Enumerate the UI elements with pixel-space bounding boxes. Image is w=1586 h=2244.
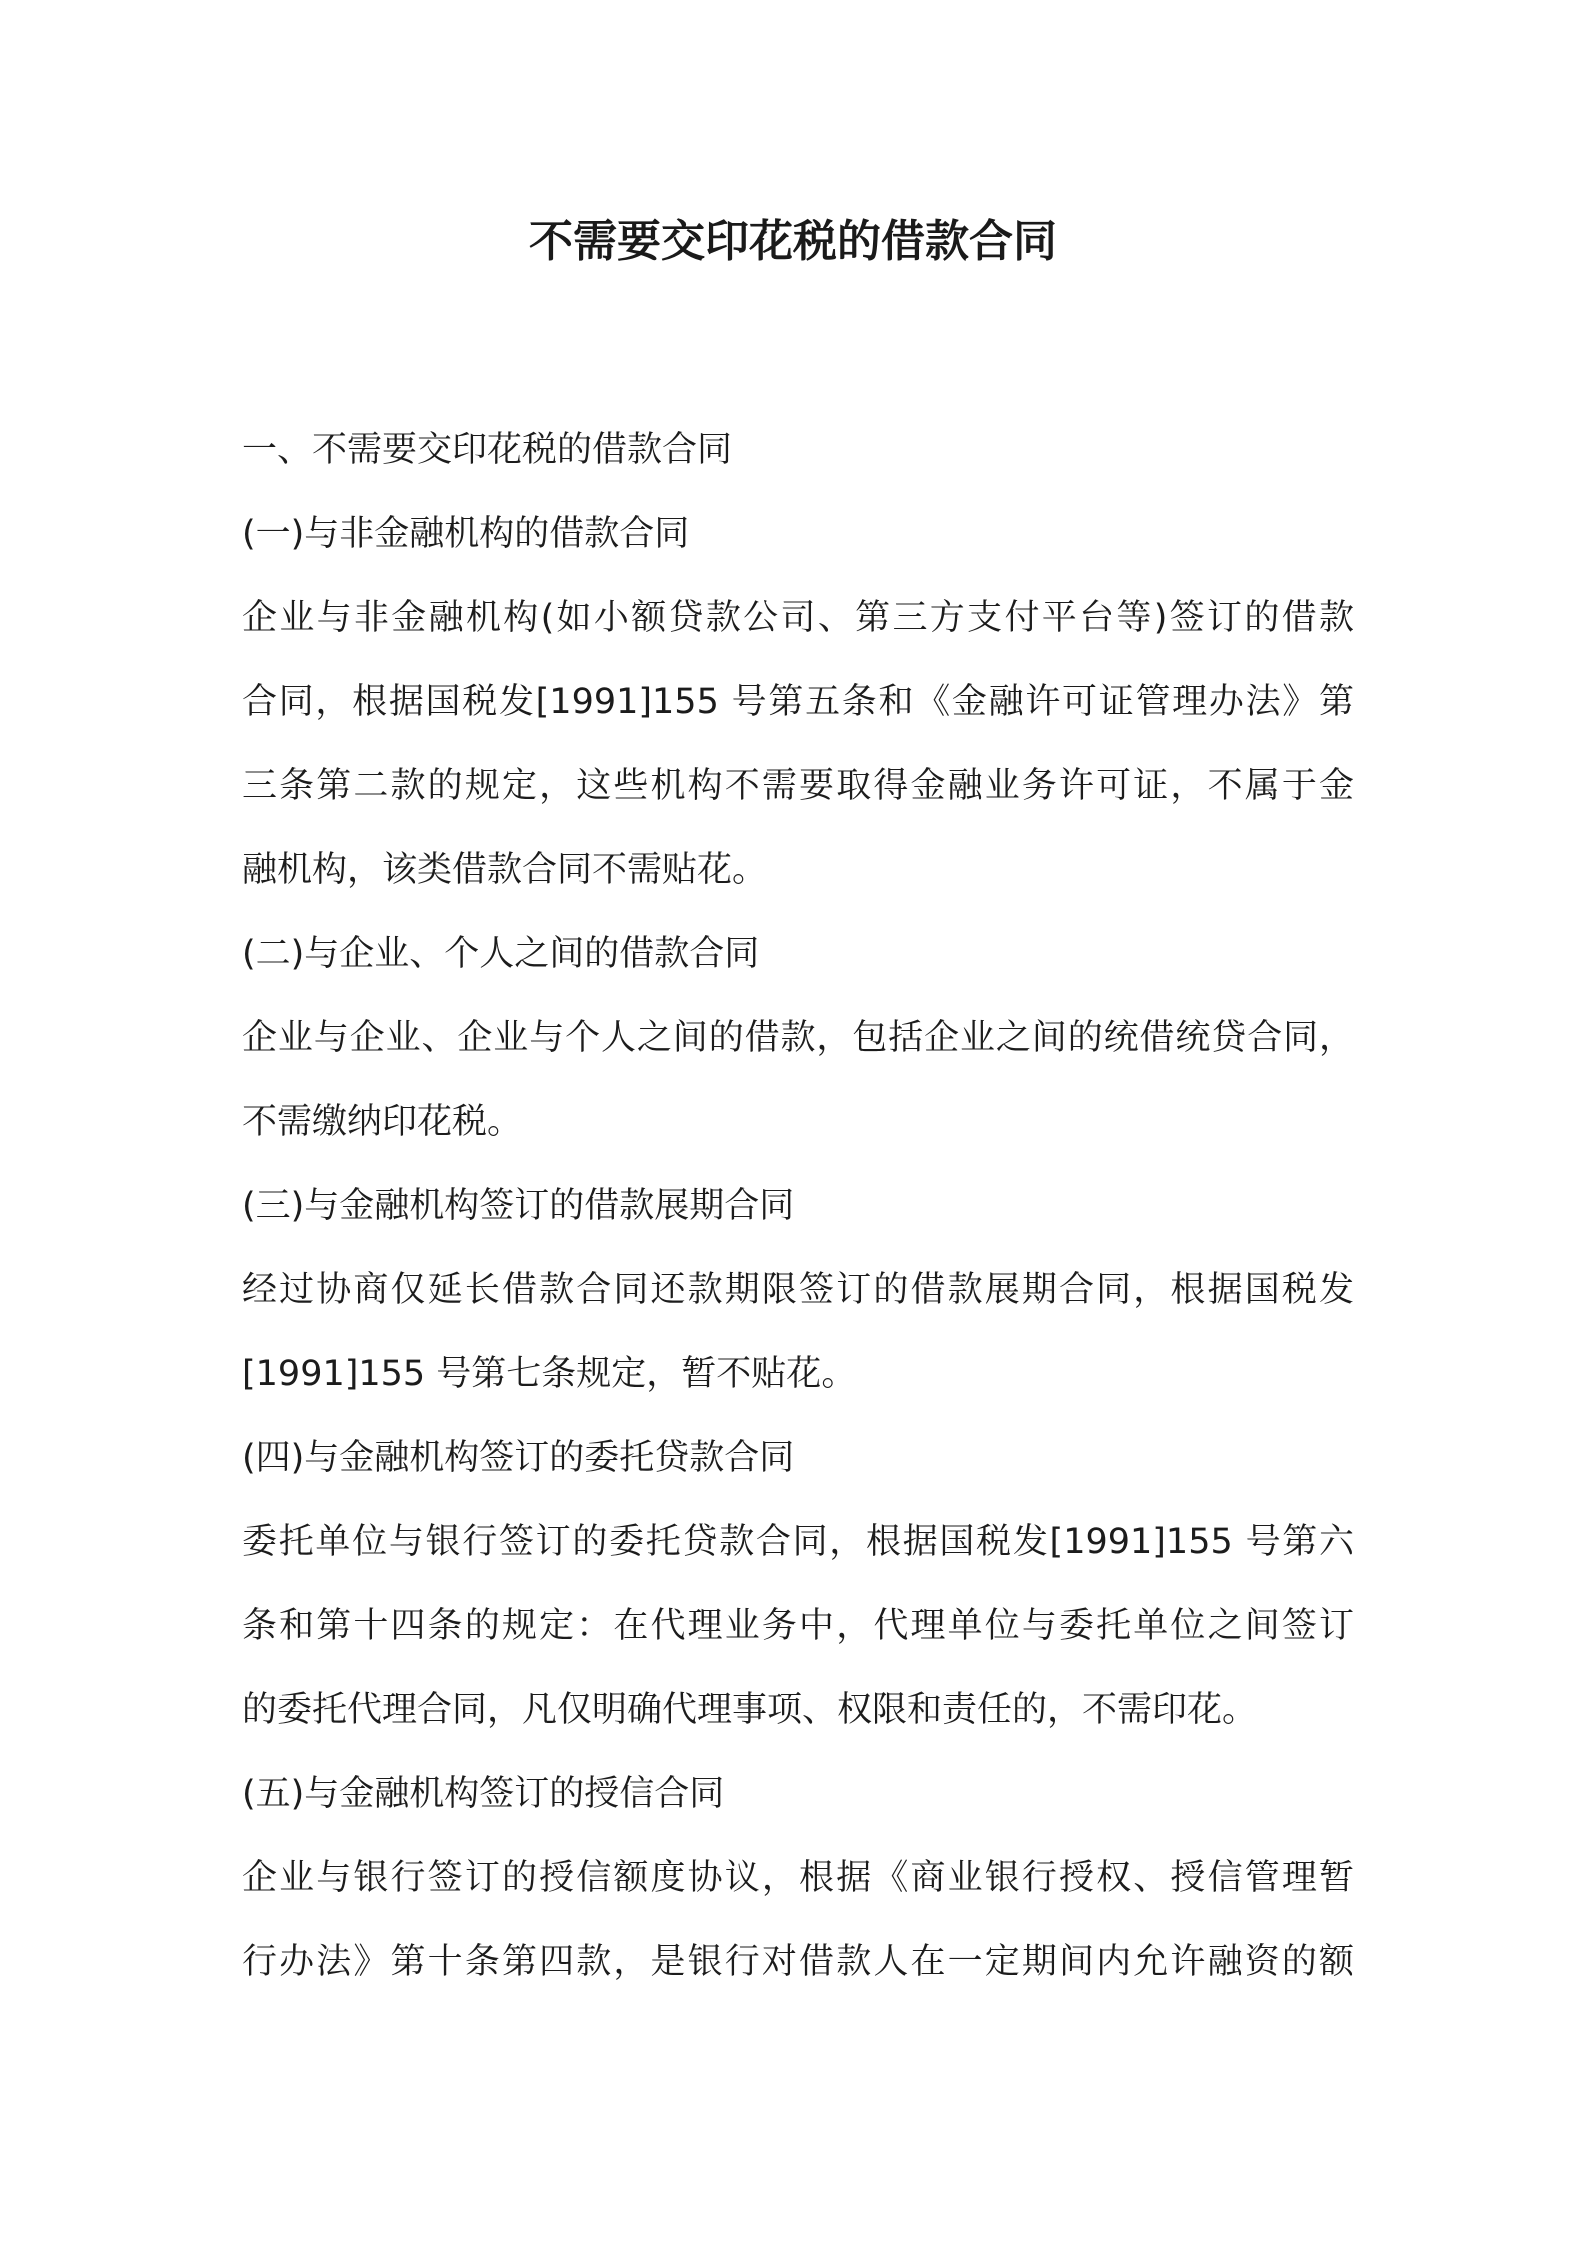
paragraph-line: 融机构，该类借款合同不需贴花。 — [242, 850, 768, 890]
paragraph-line: 的委托代理合同，凡仅明确代理事项、权限和责任的，不需印花。 — [242, 1690, 1258, 1730]
paragraph-line: 经过协商仅延长借款合同还款期限签订的借款展期合同，根据国税发 — [242, 1270, 1354, 1310]
section-heading: 一、不需要交印花税的借款合同 — [242, 430, 733, 470]
paragraph-line: 企业与企业、企业与个人之间的借款，包括企业之间的统借统贷合同， — [242, 1018, 1354, 1058]
subsection-heading: (四)与金融机构签订的委托贷款合同 — [242, 1438, 795, 1478]
paragraph-line: 条和第十四条的规定：在代理业务中，代理单位与委托单位之间签订 — [242, 1606, 1354, 1646]
paragraph-line: 三条第二款的规定，这些机构不需要取得金融业务许可证，不属于金 — [242, 766, 1354, 806]
subsection-heading: (三)与金融机构签订的借款展期合同 — [242, 1186, 795, 1226]
subsection-heading: (五)与金融机构签订的授信合同 — [242, 1774, 725, 1814]
paragraph-line: [1991]155 号第七条规定，暂不贴花。 — [242, 1354, 857, 1394]
paragraph-line: 企业与银行签订的授信额度协议，根据《商业银行授权、授信管理暂 — [242, 1858, 1354, 1898]
paragraph-line: 合同，根据国税发[1991]155 号第五条和《金融许可证管理办法》第 — [242, 682, 1354, 722]
subsection-heading: (一)与非金融机构的借款合同 — [242, 514, 690, 554]
document-title: 不需要交印花税的借款合同 — [529, 216, 1057, 267]
paragraph-line: 行办法》第十条第四款，是银行对借款人在一定期间内允许融资的额 — [242, 1942, 1354, 1982]
subsection-heading: (二)与企业、个人之间的借款合同 — [242, 934, 760, 974]
paragraph-line: 企业与非金融机构(如小额贷款公司、第三方支付平台等)签订的借款 — [242, 598, 1354, 638]
document-body — [242, 408, 1354, 2004]
paragraph-line: 不需缴纳印花税。 — [242, 1102, 523, 1142]
paragraph-line: 委托单位与银行签订的委托贷款合同，根据国税发[1991]155 号第六 — [242, 1522, 1354, 1562]
